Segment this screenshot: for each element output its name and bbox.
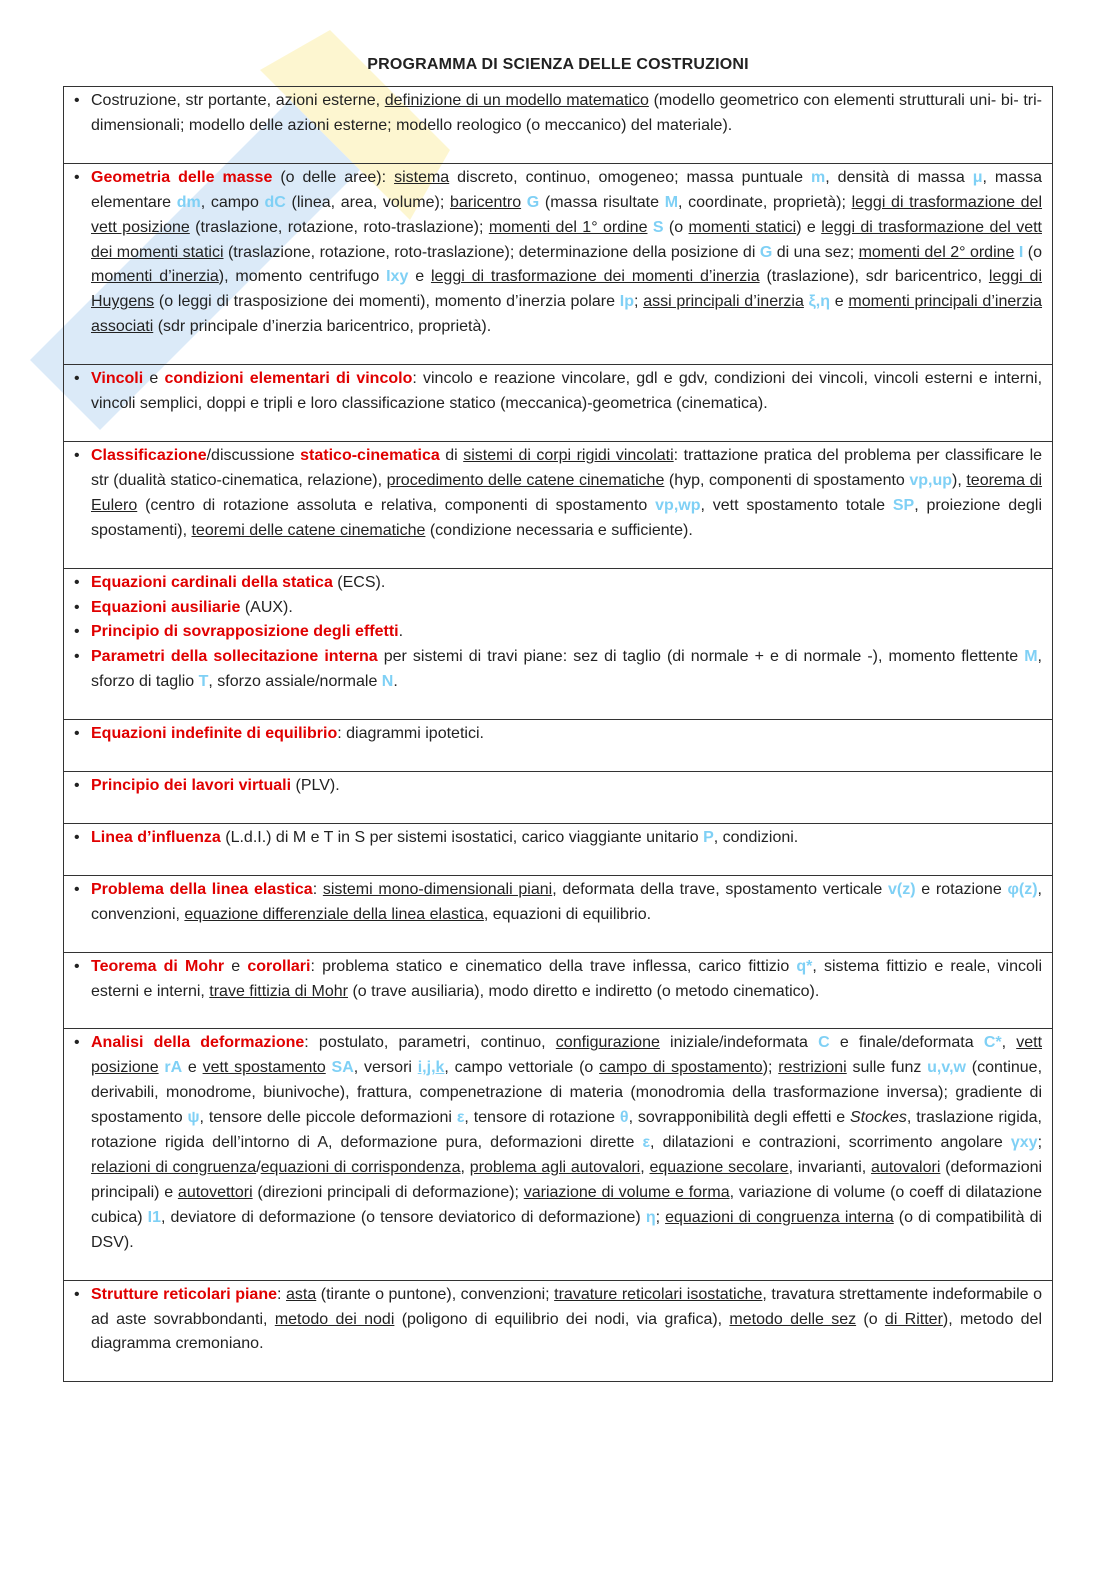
topic-heading: Vincoli <box>91 370 144 388</box>
symbol: m <box>810 168 826 186</box>
topic-heading: Equazioni indefinite di equilibrio <box>91 725 338 743</box>
symbol: rA <box>164 1059 183 1077</box>
text: / <box>256 1159 261 1176</box>
table-row <box>64 1028 1052 1279</box>
text: discreto, continuo, omogeneo; massa puntuale <box>449 168 811 186</box>
list-item <box>91 89 1042 139</box>
underlined-term: sistema <box>394 168 450 186</box>
text: , campo <box>200 193 265 211</box>
text: sulle funz <box>846 1059 928 1077</box>
underlined-term: autovalori <box>871 1159 941 1176</box>
symbol: ξ,η <box>808 293 830 311</box>
text: : problema statico e cinematico della trave inflessa, carico fittizio <box>310 957 797 975</box>
symbol: I1 <box>147 1208 161 1226</box>
underlined-term: equazione differenziale della linea elastica <box>184 905 484 923</box>
text: , sforzo assiale/normale <box>208 673 382 691</box>
underlined-term: momenti d’inerzia <box>91 268 219 286</box>
underlined-term: trave fittizia di Mohr <box>209 982 348 1000</box>
text: (traslazione), sdr baricentrico, <box>759 268 989 286</box>
underlined-term: variazione di volume e forma <box>523 1183 730 1201</box>
underlined-term: procedimento delle catene cinematiche <box>386 471 665 489</box>
underlined-term: autovettori <box>177 1183 253 1201</box>
underlined-term: restrizioni <box>778 1059 847 1077</box>
text: , <box>1001 1034 1017 1052</box>
text: . <box>398 623 404 641</box>
text: (deformazioni principali) e <box>91 1159 1043 1201</box>
underlined-term: leggi di Huygens <box>91 268 1043 311</box>
symbol: u,v,w <box>927 1059 966 1077</box>
text: (direzioni principali di deformazione); <box>252 1183 524 1201</box>
text: : postulato, parametri, continuo, <box>304 1034 556 1052</box>
list-item <box>91 166 1042 340</box>
table-row <box>64 163 1052 364</box>
symbol: dC <box>264 193 286 211</box>
text: (o di compatibilità di DSV). <box>91 1208 1043 1251</box>
underlined-term: leggi di trasformazione dei momenti d’inerzia <box>430 268 760 286</box>
italic-term: Stockes <box>849 1109 907 1127</box>
symbol: Ip <box>619 293 634 311</box>
topic-heading: Classificazione <box>91 446 207 464</box>
text: (condizione necessaria e sufficiente). <box>425 521 693 539</box>
text: ; <box>633 293 644 311</box>
underlined-term: momenti principali d’inerzia associati <box>91 293 1043 336</box>
text: , invarianti, <box>788 1159 872 1176</box>
underlined-term: configurazione <box>555 1034 660 1052</box>
table-row <box>64 823 1052 875</box>
underlined-term: teoremi delle catene cinematiche <box>191 521 426 539</box>
symbol: G <box>759 243 773 261</box>
text: : trattazione pratica del problema per classificare le str (dualità statico-cinematica, relazione), <box>91 446 1043 489</box>
topic-heading: condizioni elementari di vincolo <box>164 370 413 388</box>
symbol: i,j,k <box>417 1059 445 1077</box>
text: (massa risultate <box>539 193 665 211</box>
text: , coordinate, proprietà); <box>678 193 852 211</box>
text: e finale/deformata <box>829 1034 984 1052</box>
text: e rotazione <box>915 880 1008 898</box>
symbol: dm <box>176 193 201 211</box>
list-item <box>91 571 1042 596</box>
text: , <box>460 1159 470 1176</box>
symbol: C <box>818 1034 830 1052</box>
topic-heading: Geometria delle masse <box>91 168 273 186</box>
topic-heading: Teorema di Mohr <box>91 957 225 975</box>
underlined-term: metodo dei nodi <box>274 1310 395 1328</box>
text: , equazioni di equilibrio. <box>483 905 652 923</box>
symbol: P <box>703 828 714 846</box>
text: ; <box>655 1208 666 1226</box>
text: di una sez; <box>772 243 859 261</box>
underlined-term: definizione di un modello matematico <box>384 92 649 109</box>
topic-heading: Strutture reticolari piane <box>91 1285 277 1303</box>
underlined-term: metodo delle sez <box>729 1310 857 1328</box>
text: , versori <box>353 1059 418 1077</box>
underlined-term: equazioni di congruenza interna <box>665 1208 894 1226</box>
table-row <box>64 364 1052 441</box>
underlined-term: problema agli autovalori <box>469 1159 641 1176</box>
topic-heading: Analisi della deformazione <box>91 1034 305 1052</box>
topic-heading: Problema della linea elastica <box>91 880 313 898</box>
symbol: SP <box>892 496 915 514</box>
symbol: M <box>1024 648 1038 666</box>
symbol: S <box>652 218 664 236</box>
text: ); <box>762 1059 779 1077</box>
text: ; <box>1037 1134 1043 1152</box>
symbol: μ <box>972 168 983 186</box>
text: (o <box>856 1310 885 1328</box>
topic-heading: statico-cinematica <box>300 446 440 464</box>
table-row <box>64 875 1052 952</box>
table-row <box>64 771 1052 823</box>
text: (modello geometrico con elementi strutturali uni- bi- tri-dimensionali; modello delle azioni esterne; modello reologico (o meccanico) del materiale). <box>91 92 1042 134</box>
text: , convenzioni, <box>91 880 1042 923</box>
text: , sforzo di taglio <box>91 648 1042 691</box>
text: ), <box>952 471 967 489</box>
text: (L.d.I.) di M e T in S per sistemi isostatici, carico viaggiante unitario <box>220 828 704 846</box>
table-row <box>64 719 1052 771</box>
list-item <box>91 596 1042 621</box>
text: (tirante o puntone), convenzioni; <box>316 1285 555 1303</box>
text: (linea, area, volume); <box>285 193 450 211</box>
underlined-term: campo di spostamento <box>599 1059 763 1077</box>
text: , sistema fittizio e reale, vincoli esterni e interni, <box>91 957 1043 1000</box>
text: (o leggi di trasposizione dei momenti), momento d’inerzia polare <box>154 293 620 311</box>
symbol: SA <box>331 1059 354 1077</box>
text: e <box>224 957 248 975</box>
text: e <box>143 370 165 388</box>
text: (o <box>1023 243 1043 261</box>
underlined-term: di Ritter <box>884 1310 943 1328</box>
text: e <box>830 293 849 311</box>
list-item <box>91 722 1042 747</box>
underlined-term: momenti del 2° ordine <box>858 243 1015 261</box>
text: : vincolo e reazione vincolare, gdl e gdv, condizioni dei vincoli, vincoli esterni e interni, vincoli semplici, doppi e tripli e loro classificazione statico (meccanica)-geometrica (cinematica). <box>91 370 1043 413</box>
table-row <box>64 441 1052 568</box>
text: , travatura strettamente indeformabile o ad aste sovrabbondanti, <box>91 1285 1042 1328</box>
text: , tensore di rotazione <box>464 1109 620 1127</box>
list-item <box>91 620 1042 645</box>
symbol: vp,up <box>909 471 953 489</box>
page-title: PROGRAMMA DI SCIENZA DELLE COSTRUZIONI <box>367 56 749 73</box>
text: (sdr principale d’inerzia baricentrico, proprietà). <box>153 318 492 336</box>
text: : diagrammi ipotetici. <box>337 725 484 743</box>
text: (o <box>663 218 689 236</box>
symbol: C* <box>983 1034 1002 1052</box>
text: di <box>439 446 464 464</box>
text: (centro di rotazione assoluta e relativa, componenti di spostamento <box>137 496 656 514</box>
list-item <box>91 645 1042 695</box>
list-item <box>91 1031 1042 1255</box>
symbol: ε <box>642 1134 651 1152</box>
underlined-term: vett spostamento <box>202 1059 326 1077</box>
table-row <box>64 1280 1052 1382</box>
list-item <box>91 774 1042 799</box>
text: , traslazione rigida, rotazione rigida dell’intorno di A, deformazione pura, deformazioni dirette <box>91 1109 1043 1152</box>
topic-heading: Equazioni ausiliarie <box>91 598 241 616</box>
list-item <box>91 826 1042 851</box>
text: ), momento centrifugo <box>218 268 387 286</box>
symbol: η <box>645 1208 656 1226</box>
table-row <box>64 952 1052 1029</box>
text: , deviatore di deformazione (o tensore deviatorico di deformazione) <box>160 1208 646 1226</box>
underlined-term: vett posizione <box>91 1034 1043 1077</box>
symbol: N <box>381 673 394 691</box>
underlined-term: relazioni di congruenza <box>91 1159 257 1176</box>
text: (ECS). <box>332 573 386 591</box>
underlined-term: equazione secolare <box>649 1159 789 1176</box>
list-item <box>91 955 1042 1005</box>
text: , densità di massa <box>825 168 973 186</box>
list-item <box>91 367 1042 417</box>
text: e <box>182 1059 203 1077</box>
program-table <box>63 86 1053 1382</box>
text: /discussione <box>206 446 301 464</box>
text: , sovrapponibilità degli effetti e <box>628 1109 850 1127</box>
underlined-term: baricentro <box>449 193 522 211</box>
text: (continue, derivabili, monodrome, biunivoche), frattura, compenetrazione di materia (monodromia della trasformazione inversa); gradiente di spostamento <box>91 1059 1043 1127</box>
topic-heading: corollari <box>247 957 311 975</box>
underlined-term: travature reticolari isostatiche <box>554 1285 763 1303</box>
symbol: M <box>664 193 679 211</box>
text: , vett spostamento totale <box>700 496 893 514</box>
text: : <box>312 880 323 898</box>
text: per sistemi di travi piane: sez di taglio (di normale + e di normale -), momento flettente <box>377 648 1025 666</box>
symbol: v(z) <box>888 880 916 898</box>
text: , deformata della trave, spostamento verticale <box>552 880 888 898</box>
table-row <box>64 87 1052 163</box>
text: , proiezione degli spostamenti), <box>91 496 1042 539</box>
symbol: T <box>198 673 209 691</box>
list-item <box>91 1283 1042 1358</box>
text: . <box>393 673 398 691</box>
symbol: φ(z) <box>1007 880 1038 898</box>
topic-heading: Principio dei lavori virtuali <box>91 777 292 795</box>
symbol: G <box>526 193 540 211</box>
underlined-term: momenti del 1° ordine <box>488 218 648 236</box>
underlined-term: assi principali d’inerzia <box>643 293 804 311</box>
topic-heading: Parametri della sollecitazione interna <box>91 648 378 666</box>
text: ), metodo del diagramma cremoniano. <box>91 1310 1042 1353</box>
underlined-term: equazioni di corrispondenza <box>260 1159 461 1176</box>
text: e <box>408 268 431 286</box>
text: , variazione di volume (o coeff di dilatazione cubica) <box>91 1183 1042 1226</box>
text: Costruzione, str portante, azioni esterne, <box>91 92 385 109</box>
text: (traslazione, rotazione, roto-traslazione); determinazione della posizione di <box>223 243 760 261</box>
text: : <box>277 1285 286 1303</box>
symbol: θ <box>619 1109 629 1127</box>
list-item <box>91 444 1042 544</box>
text: iniziale/indeformata <box>659 1034 819 1052</box>
underlined-term: leggi di trasformazione del vett dei momenti statici <box>91 218 1042 261</box>
topic-heading: Linea d’influenza <box>91 828 221 846</box>
text: (AUX). <box>240 598 293 616</box>
text: , massa elementare <box>91 168 1043 211</box>
symbol: γxy <box>1010 1134 1038 1152</box>
text: , tensore delle piccole deformazioni <box>199 1109 457 1127</box>
topic-heading: Equazioni cardinali della statica <box>91 573 333 591</box>
underlined-term: asta <box>285 1285 317 1303</box>
symbol: Ixy <box>386 268 409 286</box>
text: (o trave ausiliaria), modo diretto e indiretto (o metodo cinematico). <box>348 982 820 1000</box>
symbol: vp,wp <box>655 496 701 514</box>
topic-heading: Principio di sovrapposizione degli effetti <box>91 623 399 641</box>
underlined-term: leggi di trasformazione del vett posizione <box>91 193 1043 236</box>
symbol: I <box>1018 243 1024 261</box>
text: , condizioni. <box>713 828 799 846</box>
underlined-term: teorema di Eulero <box>91 471 1043 514</box>
text: , <box>640 1159 650 1176</box>
text: (PLV). <box>291 777 340 795</box>
table-row <box>64 568 1052 720</box>
text: (o delle aree): <box>272 168 395 186</box>
text: (poligono di equilibrio dei nodi, via grafica), <box>394 1310 730 1328</box>
text: ) e <box>796 218 822 236</box>
symbol: ψ <box>187 1109 200 1127</box>
underlined-term: sistemi di corpi rigidi vincolati <box>463 446 674 464</box>
symbol: q* <box>796 957 813 975</box>
text: (traslazione, rotazione, roto-traslazione); <box>189 218 489 236</box>
underlined-term: momenti statici <box>688 218 797 236</box>
text: , campo vettoriale (o <box>444 1059 600 1077</box>
text: , dilatazioni e contrazioni, scorrimento angolare <box>650 1134 1011 1152</box>
list-item <box>91 878 1042 928</box>
text: (hyp, componenti di spostamento <box>664 471 910 489</box>
underlined-term: sistemi mono-dimensionali piani <box>322 880 553 898</box>
symbol: ε <box>456 1109 465 1127</box>
